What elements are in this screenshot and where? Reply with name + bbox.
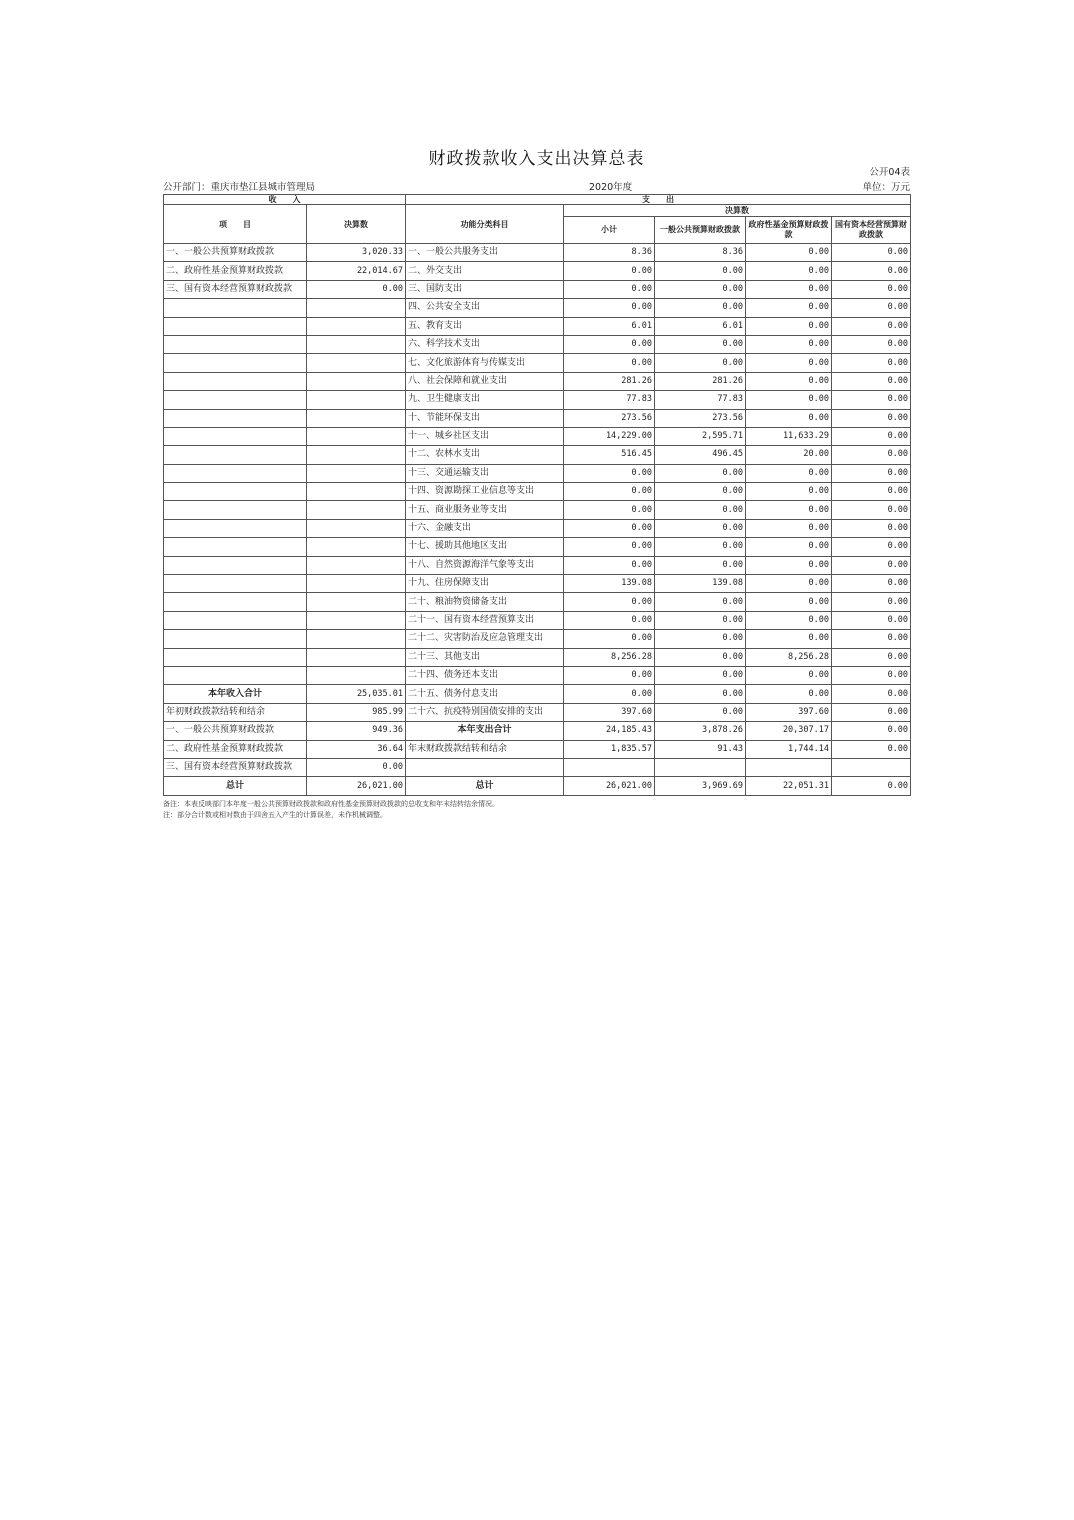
gov-fund-cell: 0.00 <box>746 299 832 317</box>
subtotal-cell: 26,021.00 <box>564 777 655 795</box>
general-budget-cell: 0.00 <box>655 519 746 537</box>
state-capital-cell: 0.00 <box>832 722 911 740</box>
income-amount-cell <box>307 354 406 372</box>
gov-fund-cell: 397.60 <box>746 703 832 721</box>
income-amount-cell <box>307 666 406 684</box>
income-amount-cell: 26,021.00 <box>307 777 406 795</box>
table-row <box>164 335 911 353</box>
subtotal-cell: 0.00 <box>564 335 655 353</box>
income-amount-cell <box>307 575 406 593</box>
income-item-cell <box>164 317 307 335</box>
state-capital-cell: 0.00 <box>832 409 911 427</box>
general-budget-cell: 0.00 <box>655 280 746 298</box>
subtotal-cell: 139.08 <box>564 575 655 593</box>
expense-item-cell: 二十、粮油物资储备支出 <box>406 593 564 611</box>
state-capital-cell: 0.00 <box>832 299 911 317</box>
expense-item-cell: 十八、自然资源海洋气象等支出 <box>406 556 564 574</box>
income-amount-cell: 985.99 <box>307 703 406 721</box>
state-capital-cell: 0.00 <box>832 685 911 703</box>
state-capital-cell: 0.00 <box>832 777 911 795</box>
state-capital-cell: 0.00 <box>832 335 911 353</box>
expense-item-cell: 五、教育支出 <box>406 317 564 335</box>
table-row <box>164 501 911 519</box>
subtotal-cell: 0.00 <box>564 685 655 703</box>
general-budget-header: 一般公共预算财政拨款 <box>655 217 746 244</box>
income-item-cell <box>164 519 307 537</box>
income-item-cell <box>164 335 307 353</box>
table-row <box>164 244 911 262</box>
income-item-cell <box>164 556 307 574</box>
expense-item-cell: 六、科学技术支出 <box>406 335 564 353</box>
gov-fund-cell <box>746 758 832 776</box>
subtotal-cell: 0.00 <box>564 354 655 372</box>
income-amount-cell <box>307 446 406 464</box>
general-budget-cell: 0.00 <box>655 335 746 353</box>
subtotal-cell: 77.83 <box>564 391 655 409</box>
income-item-cell: 三、国有资本经营预算财政拨款 <box>164 280 307 298</box>
gov-fund-cell: 8,256.28 <box>746 648 832 666</box>
table-row <box>164 648 911 666</box>
table-row <box>164 280 911 298</box>
expense-item-cell: 八、社会保障和就业支出 <box>406 372 564 390</box>
subtotal-cell: 8,256.28 <box>564 648 655 666</box>
subtotal-cell: 1,835.57 <box>564 740 655 758</box>
income-amount-cell <box>307 556 406 574</box>
general-budget-cell: 0.00 <box>655 501 746 519</box>
income-item-cell <box>164 427 307 445</box>
general-budget-cell: 0.00 <box>655 593 746 611</box>
expense-item-cell: 年末财政拨款结转和结余 <box>406 740 564 758</box>
table-row <box>164 666 911 684</box>
note-line: 备注：本表反映部门本年度一般公共预算财政拨款和政府性基金预算财政拨款的总收支和年末结转结余情况。 <box>163 800 499 808</box>
general-budget-cell: 6.01 <box>655 317 746 335</box>
expense-item-cell: 三、国防支出 <box>406 280 564 298</box>
income-amount-cell <box>307 483 406 501</box>
expense-item-cell: 十六、金融支出 <box>406 519 564 537</box>
income-amount-cell <box>307 630 406 648</box>
table-row <box>164 262 911 280</box>
subtotal-cell: 397.60 <box>564 703 655 721</box>
gov-fund-cell: 0.00 <box>746 354 832 372</box>
income-amount-cell: 0.00 <box>307 758 406 776</box>
income-item-cell <box>164 391 307 409</box>
expense-item-cell: 二、外交支出 <box>406 262 564 280</box>
income-item-cell <box>164 409 307 427</box>
income-item-cell <box>164 666 307 684</box>
state-capital-cell: 0.00 <box>832 703 911 721</box>
gov-fund-cell: 0.00 <box>746 409 832 427</box>
table-row <box>164 722 911 740</box>
general-budget-cell: 91.43 <box>655 740 746 758</box>
gov-fund-cell: 0.00 <box>746 630 832 648</box>
expense-item-cell: 十三、交通运输支出 <box>406 464 564 482</box>
subtotal-cell: 273.56 <box>564 409 655 427</box>
gov-fund-cell: 0.00 <box>746 464 832 482</box>
general-budget-cell: 3,969.69 <box>655 777 746 795</box>
department-label: 公开部门：重庆市垫江县城市管理局 <box>163 182 316 193</box>
general-budget-cell: 273.56 <box>655 409 746 427</box>
state-capital-cell: 0.00 <box>832 244 911 262</box>
income-item-cell <box>164 501 307 519</box>
general-budget-cell: 0.00 <box>655 556 746 574</box>
expense-item-cell: 十二、农林水支出 <box>406 446 564 464</box>
income-item-cell: 本年收入合计 <box>164 685 307 703</box>
table-row <box>164 483 911 501</box>
general-budget-cell <box>655 758 746 776</box>
state-capital-cell: 0.00 <box>832 519 911 537</box>
gov-fund-cell: 0.00 <box>746 335 832 353</box>
final-amount-header: 决算数 <box>307 205 406 244</box>
subtotal-cell: 14,229.00 <box>564 427 655 445</box>
state-capital-cell: 0.00 <box>832 372 911 390</box>
table-row <box>164 427 911 445</box>
income-amount-cell <box>307 391 406 409</box>
gov-fund-cell: 20,307.17 <box>746 722 832 740</box>
state-capital-cell: 0.00 <box>832 280 911 298</box>
income-item-cell: 一、一般公共预算财政拨款 <box>164 722 307 740</box>
expense-item-cell: 总计 <box>406 777 564 795</box>
budget-table <box>163 194 911 796</box>
gov-fund-cell: 0.00 <box>746 666 832 684</box>
expense-item-cell: 十七、援助其他地区支出 <box>406 538 564 556</box>
state-capital-cell: 0.00 <box>832 593 911 611</box>
expense-header: 支 出 <box>406 195 911 205</box>
table-row <box>164 317 911 335</box>
table-row <box>164 446 911 464</box>
state-capital-cell: 0.00 <box>832 354 911 372</box>
income-amount-cell <box>307 538 406 556</box>
income-amount-cell <box>307 648 406 666</box>
expense-item-cell: 二十三、其他支出 <box>406 648 564 666</box>
state-capital-cell: 0.00 <box>832 427 911 445</box>
report-title: 财政拨款收入支出决算总表 <box>428 149 645 169</box>
income-item-cell: 三、国有资本经营预算财政拨款 <box>164 758 307 776</box>
income-amount-cell <box>307 611 406 629</box>
header-row-1 <box>164 195 911 205</box>
expense-item-cell: 一、一般公共服务支出 <box>406 244 564 262</box>
income-header: 收 入 <box>164 195 406 205</box>
table-row <box>164 703 911 721</box>
expense-item-cell: 二十四、债务还本支出 <box>406 666 564 684</box>
table-row <box>164 538 911 556</box>
table-row <box>164 777 911 795</box>
income-amount-cell: 25,035.01 <box>307 685 406 703</box>
income-amount-cell: 949.36 <box>307 722 406 740</box>
subtotal-cell: 0.00 <box>564 299 655 317</box>
income-item-cell <box>164 354 307 372</box>
gov-fund-cell: 0.00 <box>746 317 832 335</box>
table-row <box>164 740 911 758</box>
gov-fund-header: 政府性基金预算财政拨款 <box>746 217 832 244</box>
table-row <box>164 519 911 537</box>
header-row-2 <box>164 205 911 217</box>
subtotal-cell: 0.00 <box>564 611 655 629</box>
subtotal-cell: 8.36 <box>564 244 655 262</box>
subtotal-cell: 0.00 <box>564 630 655 648</box>
gov-fund-cell: 1,744.14 <box>746 740 832 758</box>
general-budget-cell: 496.45 <box>655 446 746 464</box>
general-budget-cell: 0.00 <box>655 611 746 629</box>
gov-fund-cell: 0.00 <box>746 262 832 280</box>
income-amount-cell <box>307 464 406 482</box>
gov-fund-cell: 0.00 <box>746 501 832 519</box>
income-item-cell: 一、一般公共预算财政拨款 <box>164 244 307 262</box>
table-row <box>164 575 911 593</box>
subtotal-cell: 0.00 <box>564 556 655 574</box>
gov-fund-cell: 0.00 <box>746 575 832 593</box>
gov-fund-cell: 0.00 <box>746 519 832 537</box>
state-capital-cell: 0.00 <box>832 556 911 574</box>
state-capital-header: 国有资本经营预算财政拨款 <box>832 217 911 244</box>
income-item-cell <box>164 630 307 648</box>
expense-item-cell: 二十六、抗疫特别国债安排的支出 <box>406 703 564 721</box>
expense-item-cell: 二十五、债务付息支出 <box>406 685 564 703</box>
income-amount-cell <box>307 372 406 390</box>
notes <box>163 799 499 821</box>
table-row <box>164 685 911 703</box>
state-capital-cell: 0.00 <box>832 262 911 280</box>
subtotal-cell: 0.00 <box>564 593 655 611</box>
item-header: 项 目 <box>164 205 307 244</box>
gov-fund-cell: 0.00 <box>746 685 832 703</box>
income-item-cell: 总计 <box>164 777 307 795</box>
subtotal-cell: 281.26 <box>564 372 655 390</box>
state-capital-cell <box>832 758 911 776</box>
table-row <box>164 556 911 574</box>
subtotal-cell: 516.45 <box>564 446 655 464</box>
func-category-header: 功能分类科目 <box>406 205 564 244</box>
expense-item-cell: 十一、城乡社区支出 <box>406 427 564 445</box>
general-budget-cell: 0.00 <box>655 354 746 372</box>
income-item-cell: 二、政府性基金预算财政拨款 <box>164 262 307 280</box>
table-row <box>164 611 911 629</box>
state-capital-cell: 0.00 <box>832 501 911 519</box>
general-budget-cell: 0.00 <box>655 648 746 666</box>
income-item-cell <box>164 575 307 593</box>
state-capital-cell: 0.00 <box>832 464 911 482</box>
subtotal-cell: 0.00 <box>564 280 655 298</box>
state-capital-cell: 0.00 <box>832 446 911 464</box>
subtotal-cell: 0.00 <box>564 501 655 519</box>
expense-item-cell: 十四、资源勘探工业信息等支出 <box>406 483 564 501</box>
general-budget-cell: 0.00 <box>655 703 746 721</box>
state-capital-cell: 0.00 <box>832 538 911 556</box>
income-amount-cell <box>307 519 406 537</box>
subtotal-cell <box>564 758 655 776</box>
note-line: 注：部分合计数或相对数由于四舍五入产生的计算误差，未作机械调整。 <box>163 811 387 819</box>
expense-item-cell: 四、公共安全支出 <box>406 299 564 317</box>
income-item-cell: 年初财政拨款结转和结余 <box>164 703 307 721</box>
subtotal-cell: 0.00 <box>564 666 655 684</box>
table-code: 公开04表 <box>869 167 910 178</box>
state-capital-cell: 0.00 <box>832 391 911 409</box>
state-capital-cell: 0.00 <box>832 611 911 629</box>
income-amount-cell <box>307 335 406 353</box>
gov-fund-cell: 0.00 <box>746 391 832 409</box>
gov-fund-cell: 22,051.31 <box>746 777 832 795</box>
income-item-cell <box>164 372 307 390</box>
income-item-cell <box>164 593 307 611</box>
state-capital-cell: 0.00 <box>832 666 911 684</box>
state-capital-cell: 0.00 <box>832 740 911 758</box>
state-capital-cell: 0.00 <box>832 648 911 666</box>
gov-fund-cell: 0.00 <box>746 556 832 574</box>
state-capital-cell: 0.00 <box>832 483 911 501</box>
gov-fund-cell: 0.00 <box>746 611 832 629</box>
expense-item-cell <box>406 758 564 776</box>
income-amount-cell: 0.00 <box>307 280 406 298</box>
income-item-cell <box>164 483 307 501</box>
income-amount-cell <box>307 317 406 335</box>
state-capital-cell: 0.00 <box>832 317 911 335</box>
income-amount-cell <box>307 409 406 427</box>
income-item-cell <box>164 464 307 482</box>
gov-fund-cell: 11,633.29 <box>746 427 832 445</box>
general-budget-cell: 2,595.71 <box>655 427 746 445</box>
income-amount-cell: 36.64 <box>307 740 406 758</box>
table-row <box>164 630 911 648</box>
expense-item-cell: 十、节能环保支出 <box>406 409 564 427</box>
table-row <box>164 372 911 390</box>
state-capital-cell: 0.00 <box>832 575 911 593</box>
income-amount-cell: 3,020.33 <box>307 244 406 262</box>
general-budget-cell: 0.00 <box>655 666 746 684</box>
table-row <box>164 593 911 611</box>
general-budget-cell: 139.08 <box>655 575 746 593</box>
table-row <box>164 409 911 427</box>
income-item-cell <box>164 446 307 464</box>
expense-item-cell: 二十一、国有资本经营预算支出 <box>406 611 564 629</box>
table-row <box>164 299 911 317</box>
income-item-cell <box>164 611 307 629</box>
income-amount-cell <box>307 427 406 445</box>
expense-item-cell: 九、卫生健康支出 <box>406 391 564 409</box>
gov-fund-cell: 0.00 <box>746 538 832 556</box>
table-row <box>164 391 911 409</box>
income-amount-cell: 22,014.67 <box>307 262 406 280</box>
expense-item-cell: 二十二、灾害防治及应急管理支出 <box>406 630 564 648</box>
income-item-cell: 二、政府性基金预算财政拨款 <box>164 740 307 758</box>
general-budget-cell: 0.00 <box>655 483 746 501</box>
subtotal-cell: 0.00 <box>564 519 655 537</box>
table-row <box>164 464 911 482</box>
income-amount-cell <box>307 299 406 317</box>
subtotal-cell: 0.00 <box>564 483 655 501</box>
expense-item-cell: 七、文化旅游体育与传媒支出 <box>406 354 564 372</box>
year-label: 2020年度 <box>589 182 633 193</box>
final-amount2-header: 决算数 <box>564 205 911 217</box>
subtotal-cell: 6.01 <box>564 317 655 335</box>
general-budget-cell: 0.00 <box>655 685 746 703</box>
general-budget-cell: 8.36 <box>655 244 746 262</box>
general-budget-cell: 0.00 <box>655 262 746 280</box>
income-item-cell <box>164 299 307 317</box>
table-row <box>164 354 911 372</box>
general-budget-cell: 281.26 <box>655 372 746 390</box>
gov-fund-cell: 20.00 <box>746 446 832 464</box>
income-amount-cell <box>307 593 406 611</box>
income-item-cell <box>164 538 307 556</box>
general-budget-cell: 0.00 <box>655 464 746 482</box>
general-budget-cell: 3,878.26 <box>655 722 746 740</box>
gov-fund-cell: 0.00 <box>746 280 832 298</box>
gov-fund-cell: 0.00 <box>746 372 832 390</box>
subtotal-cell: 24,185.43 <box>564 722 655 740</box>
table-row <box>164 758 911 776</box>
general-budget-cell: 77.83 <box>655 391 746 409</box>
income-amount-cell <box>307 501 406 519</box>
general-budget-cell: 0.00 <box>655 630 746 648</box>
expense-item-cell: 十五、商业服务业等支出 <box>406 501 564 519</box>
subtotal-cell: 0.00 <box>564 538 655 556</box>
subtotal-header: 小计 <box>564 217 655 244</box>
general-budget-cell: 0.00 <box>655 538 746 556</box>
state-capital-cell: 0.00 <box>832 630 911 648</box>
gov-fund-cell: 0.00 <box>746 593 832 611</box>
expense-item-cell: 十九、住房保障支出 <box>406 575 564 593</box>
unit-label: 单位：万元 <box>862 182 910 193</box>
expense-item-cell: 本年支出合计 <box>406 722 564 740</box>
gov-fund-cell: 0.00 <box>746 244 832 262</box>
income-item-cell <box>164 648 307 666</box>
subtotal-cell: 0.00 <box>564 262 655 280</box>
general-budget-cell: 0.00 <box>655 299 746 317</box>
subtotal-cell: 0.00 <box>564 464 655 482</box>
gov-fund-cell: 0.00 <box>746 483 832 501</box>
